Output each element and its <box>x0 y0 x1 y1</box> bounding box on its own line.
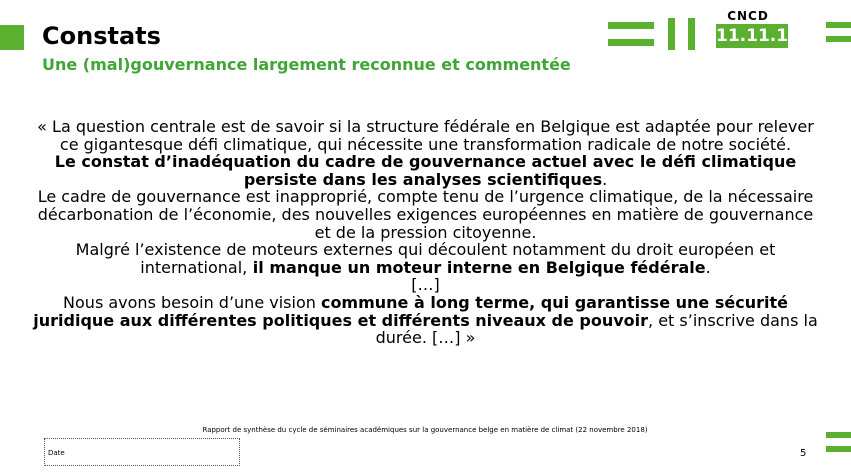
cncd-logo <box>608 6 800 52</box>
logo-org-text: CNCD <box>727 9 769 23</box>
slide-subtitle: Une (mal)gouvernance largement reconnue et commentée <box>42 55 571 74</box>
logo-date-badge: 11.11.11 <box>716 26 800 46</box>
quote-bold-statement: commune à long terme, qui garantisse une sécurité juridique aux différentes politiques et différents niveaux de pouvoir <box>33 292 788 330</box>
quote-bold-statement: il manque un moteur interne en Belgique fédérale <box>247 257 706 277</box>
date-label: Date <box>48 449 65 457</box>
quote-bold-statement: Le constat d’inadéquation du cadre de gouvernance actuel avec le défi climatique persiste dans les analyses scientifiques <box>54 152 797 189</box>
logo-bar <box>608 39 654 46</box>
logo-bar <box>608 22 654 29</box>
quote-text-fragment: , et s’inscrive dans la durée. […] » <box>375 310 818 348</box>
accent-stripe <box>826 432 851 438</box>
quote-ellipsis: […] <box>411 275 440 295</box>
right-accent-bars-bottom <box>826 432 851 460</box>
quote-text-fragment: . <box>705 257 711 277</box>
logo-bar <box>668 18 675 50</box>
quote-text <box>28 118 823 347</box>
quote-text-fragment: Malgré l’existence de moteurs externes qui découlent notamment du droit européen et international, <box>75 240 776 277</box>
quote-paragraph: « La question centrale est de savoir si la structure fédérale en Belgique est adaptée pour relever ce gigantesque défi climatique, qui nécessite une transformation radicale de notre société. <box>37 117 814 154</box>
quote-text-fragment: . <box>602 169 608 189</box>
date-placeholder[interactable] <box>44 438 240 466</box>
left-accent-bar <box>0 25 24 50</box>
logo-bar <box>688 18 695 50</box>
quote-paragraph: Le cadre de gouvernance est inapproprié, compte tenu de l’urgence climatique, de la nécessaire décarbonation de l’économie, des nouvelles exigences européennes en matière de gouvernance et de la pression citoyenne. <box>37 187 814 242</box>
quote-text-fragment: Nous avons besoin d’une vision <box>63 292 321 312</box>
accent-stripe <box>826 22 851 28</box>
accent-stripe <box>826 446 851 452</box>
page-number: 5 <box>800 448 807 459</box>
accent-stripe <box>826 36 851 42</box>
slide-title: Constats <box>42 22 161 50</box>
right-accent-bars-top <box>826 22 851 50</box>
source-citation: Rapport de synthèse du cycle de séminaires académiques sur la gouvernance belge en matière de climat (22 novembre 2018) <box>202 426 648 434</box>
